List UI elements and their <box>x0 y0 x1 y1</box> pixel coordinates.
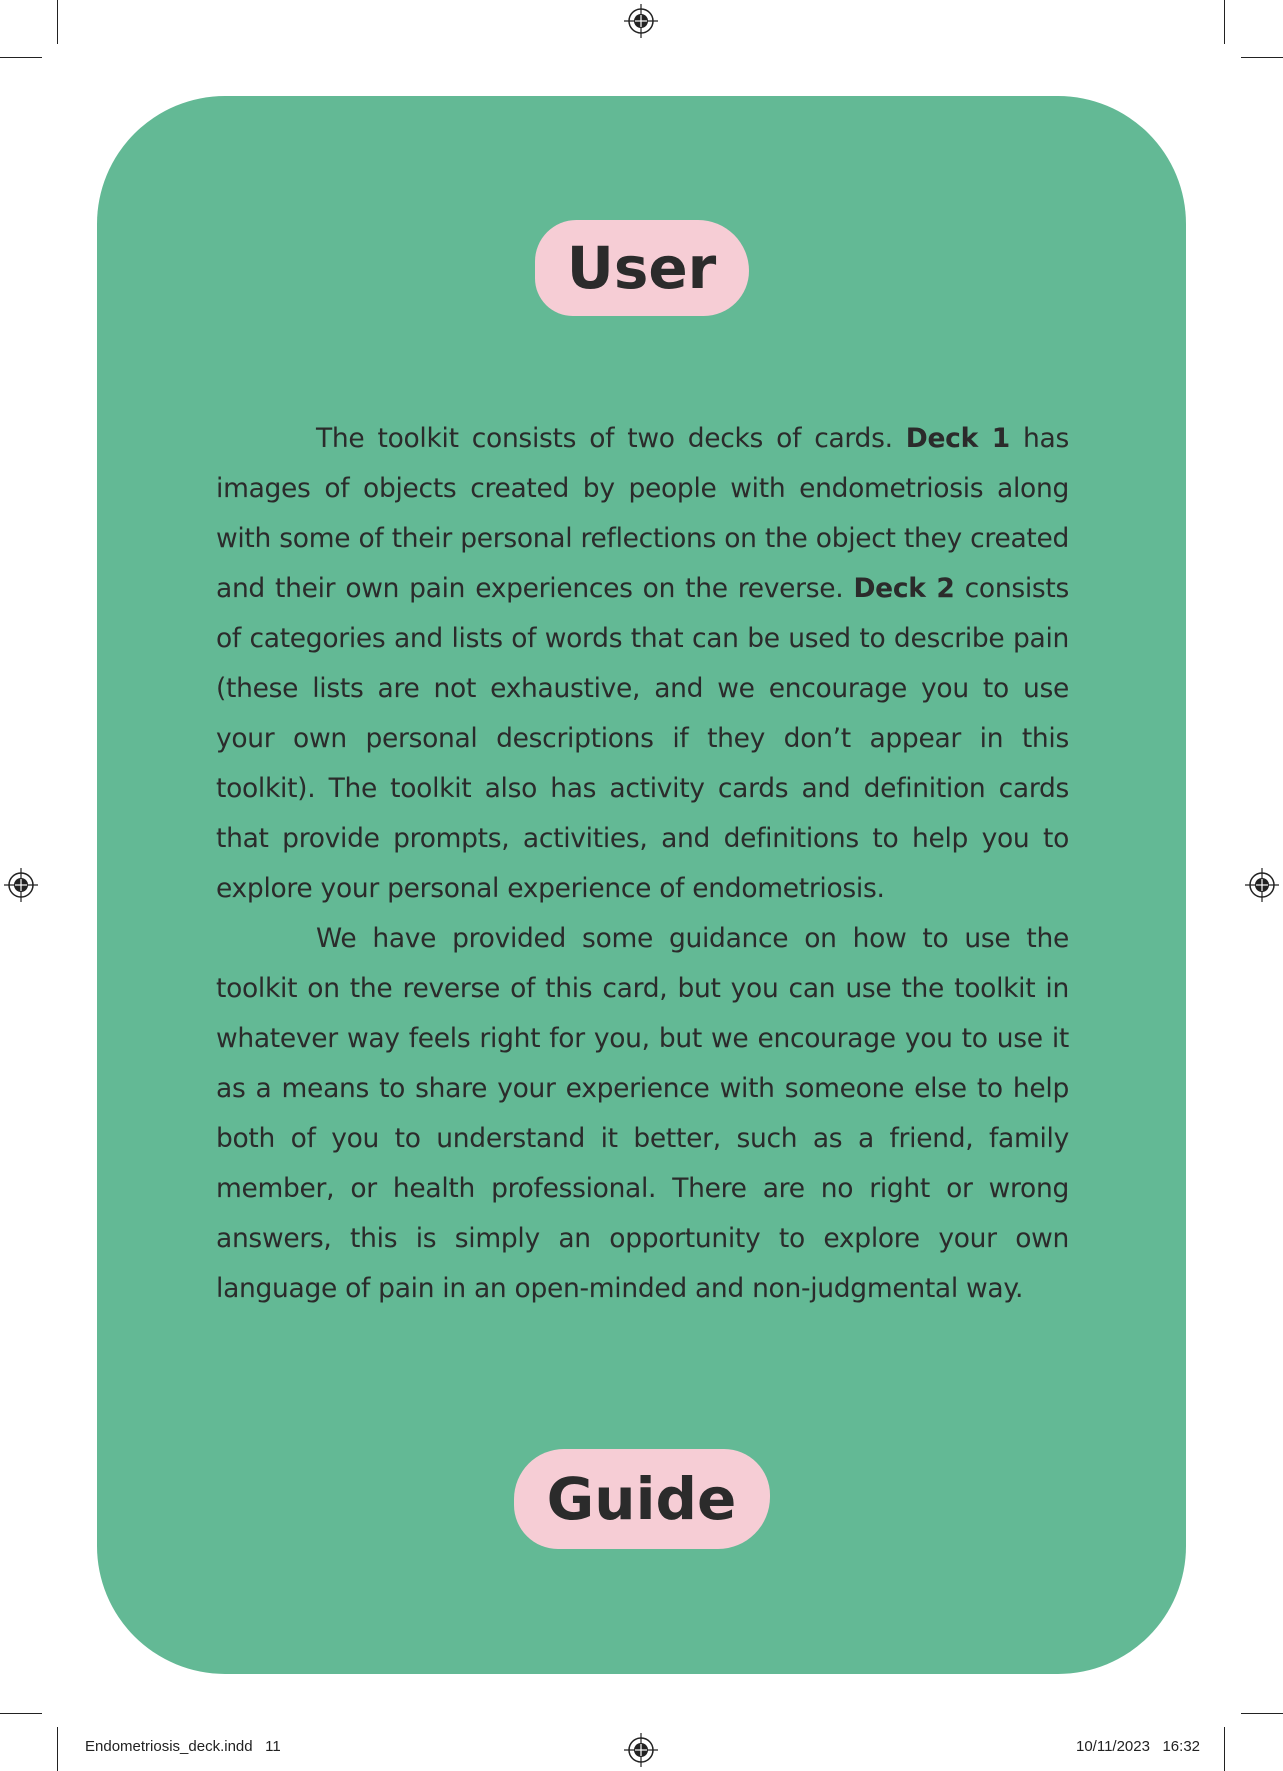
footer-file-info: Endometriosis_deck.indd 11 <box>85 1738 281 1755</box>
deck-2-description: consists of categories and lists of words that can be used to describe pain (these lists are not exhaustive, and we encourage you to use your own personal descriptions if they don’t appear in this toolkit). The toolkit also has activity cards and definition cards that provide prompts, activities, and definitions to help you to explore your personal experience of endometriosis. <box>216 573 1069 904</box>
registration-mark-left-icon <box>4 868 38 902</box>
paragraph-1 <box>216 414 1069 914</box>
card-title-user: User <box>535 220 749 316</box>
paragraph-1-intro: The toolkit consists of two decks of cards. <box>316 423 906 454</box>
crop-mark-top-right-horizontal <box>1241 57 1283 58</box>
card-body-text <box>216 414 1069 1314</box>
deck-1-label: Deck 1 <box>905 423 1010 454</box>
registration-mark-bottom-icon <box>624 1733 658 1767</box>
crop-mark-top-right-vertical <box>1224 0 1225 44</box>
footer-datetime: 10/11/2023 16:32 <box>1076 1738 1200 1755</box>
crop-mark-bottom-left-vertical <box>57 1727 58 1771</box>
deck-1-description: has images of objects created by people with endometriosis along with some of their personal reflections on the object they created and their own pain experiences on the reverse. <box>216 423 1069 604</box>
registration-mark-right-icon <box>1245 868 1279 902</box>
deck-2-label: Deck 2 <box>853 573 955 604</box>
user-guide-card <box>97 96 1186 1674</box>
registration-mark-top-icon <box>624 4 658 38</box>
paragraph-2: We have provided some guidance on how to use the toolkit on the reverse of this card, but you can use the toolkit in whatever way feels right for you, but we encourage you to use it as a means to share your experience with someone else to help both of you to understand it better, such as a friend, family member, or health professional. There are no right or wrong answers, this is simply an opportunity to explore your own language of pain in an open-minded and non-judgmental way. <box>216 923 1069 1304</box>
crop-mark-bottom-right-horizontal <box>1241 1713 1283 1714</box>
crop-mark-bottom-right-vertical <box>1224 1727 1225 1771</box>
card-title-guide: Guide <box>514 1449 770 1549</box>
crop-mark-top-left-vertical <box>57 0 58 44</box>
crop-mark-top-left-horizontal <box>0 57 42 58</box>
crop-mark-bottom-left-horizontal <box>0 1713 42 1714</box>
